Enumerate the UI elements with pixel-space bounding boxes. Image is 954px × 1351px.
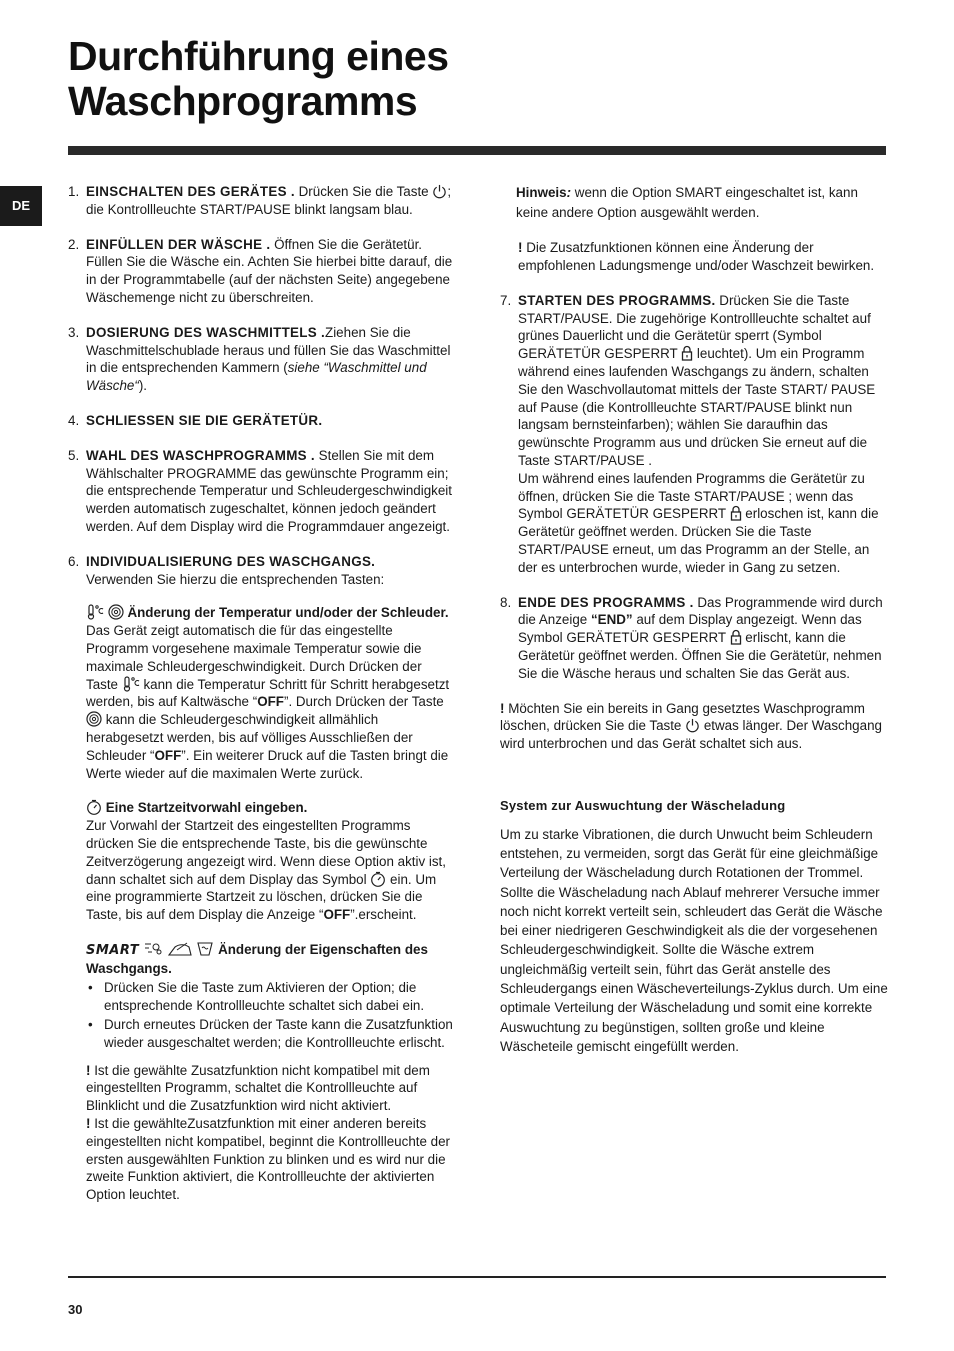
smart-logo: SMART	[86, 942, 140, 958]
temperature-icon	[122, 676, 140, 692]
step-text: erlischt, kann die Gerätetür geöffnet werden. Öffnen Sie die Gerätetür, nehmen Sie die Wäsche heraus und schalten Sie das Gerät aus.	[518, 630, 882, 681]
section-text: ”.erscheint.	[350, 907, 417, 923]
step-text: ; die Kontrollleuchte START/PAUSE blinkt langsam blau.	[86, 184, 452, 217]
step-5	[68, 447, 455, 536]
warning-text: etwas länger. Der Waschgang wird unterbrochen und das Gerät schaltet sich aus.	[500, 718, 882, 752]
warning-mark: !	[86, 1062, 91, 1078]
step-reference: siehe “Waschmittel und Wäsche“	[86, 360, 427, 394]
right-column	[500, 183, 888, 1056]
step-number: 3.	[68, 324, 80, 340]
warning-text: Ist die gewählteZusatzfunktion mit einer anderen bereits eingestellten nicht kompatibel, beginnt die Kontrollleuchte der ersten ausgewählten Funktion zu blinken und es wird nur die zweite Funktion aktiviert, die Kontrollleuchte der aktivierten Option leuchtet.	[86, 1116, 451, 1203]
door-lock-icon	[730, 629, 742, 645]
power-icon	[685, 718, 700, 733]
bullet-mark: •	[88, 1017, 93, 1033]
step-text: ).	[138, 378, 148, 394]
delay-timer-icon	[86, 799, 102, 815]
step-text: Ziehen Sie die Waschmittelschublade heraus und füllen Sie das Waschmittel in die entsprechenden Kammern (	[86, 324, 451, 376]
door-lock-icon	[681, 345, 693, 361]
step-text: Das Programmende wird durch die Anzeige	[518, 594, 883, 628]
options-section	[86, 941, 455, 978]
door-lock-icon	[730, 505, 742, 521]
section-heading: Eine Startzeitvorwahl eingeben.	[102, 800, 308, 816]
page-title	[68, 34, 449, 124]
stain-icon	[143, 941, 163, 957]
step-number: 2.	[68, 236, 80, 252]
step-number: 4.	[68, 412, 80, 428]
balance-system-heading: System zur Auswuchtung der Wäscheladung	[500, 797, 786, 813]
warning-text: Möchten Sie ein bereits in Gang gesetztes Waschprogramm löschen, drücken Sie die Taste	[500, 700, 865, 734]
easy-iron-icon	[167, 941, 193, 957]
spin-icon	[86, 711, 102, 727]
language-tab: DE	[0, 186, 42, 226]
options-note	[518, 239, 888, 275]
step-keyword: DOSIERUNG DES WASCHMITTELS .	[86, 324, 326, 340]
hint-text: wenn die Option SMART eingeschaltet ist, kann keine andere Option ausgewählt werden.	[516, 185, 858, 220]
warning-text: Ist die gewählte Zusatzfunktion nicht kompatibel mit dem eingestellten Programm, schaltet die Kontrollleuchte auf Blinklicht und die Zusatzfunktion wird nicht aktiviert.	[86, 1062, 430, 1114]
delay-start-section	[86, 799, 455, 924]
section-text: ”. Ein weiterer Druck auf die Tasten bringt die Werte wieder auf die maximalen Werte zurück.	[86, 747, 449, 781]
extra-rinse-icon	[196, 941, 214, 957]
step-number: 8.	[500, 594, 512, 610]
section-heading: Änderung der Eigenschaften des Waschgangs.	[86, 941, 428, 976]
step-number: 5.	[68, 447, 80, 463]
title-line-1: Durchführung eines	[68, 33, 449, 79]
step-number: 6.	[68, 553, 80, 569]
off-value: OFF	[257, 694, 284, 710]
end-value: “END”	[590, 612, 633, 628]
step-3	[68, 324, 455, 395]
option-warnings	[86, 1062, 455, 1204]
step-keyword: WAHL DES WASCHPROGRAMMS .	[86, 447, 315, 463]
step-text: auf dem Display angezeigt. Wenn das Symbol GERÄTETÜR GESPERRT	[518, 612, 862, 646]
section-text: kann die Schleudergeschwindigkeit allmählich herabgesetzt werden, bis auf völliges Ausschließen der Schleuder “	[86, 712, 413, 763]
options-list	[86, 979, 455, 1051]
step-text: leuchtet). Um ein Programm während eines laufenden Waschgangs zu ändern, schalten Sie den Waschvollautomat mittels der Taste START/ PAUSE auf Pause (die Kontrollleuchte START/PAUSE blinkt nun langsam bernsteinfarben); wählen Sie daraufhin das gewünschte Programm aus und drücken Sie erneut auf die Taste START/PAUSE .	[518, 346, 876, 468]
hint-label: Hinweis	[516, 185, 567, 200]
step-keyword: INDIVIDUALISIERUNG DES WASCHGANGS.	[86, 553, 376, 569]
page-number: 30	[68, 1302, 83, 1317]
step-text: erloschen ist, kann die Gerätetür geöffnet werden. Drücken Sie die Taste START/PAUSE erneut, um das Programm an der Stelle, an der es unterbrochen wurde, wieder in Gang zu setzen.	[518, 506, 879, 575]
step-6	[68, 553, 455, 589]
step-text: Verwenden Sie hierzu die entsprechenden Tasten:	[86, 571, 385, 587]
power-icon	[432, 184, 447, 199]
section-text: ”. Durch Drücken der Taste	[283, 694, 444, 710]
cancel-note	[500, 700, 888, 753]
hint-note	[516, 183, 888, 222]
step-text: Stellen Sie mit dem Wählschalter PROGRAMME das gewünschte Programm ein; die entsprechende Temperatur und Schleudergeschwindigkeit werden automatisch zugeschaltet, können jedoch geändert werden. Auf dem Display wird die Programmdauer angezeigt.	[86, 447, 452, 534]
warning-text: Die Zusatzfunktionen können eine Änderung der empfohlenen Ladungsmenge und/oder Waschzeit bewirken.	[518, 240, 875, 273]
off-value: OFF	[323, 907, 351, 923]
step-keyword: EINFÜLLEN DER WÄSCHE .	[86, 236, 271, 252]
step-number: 7.	[500, 292, 512, 308]
section-text: Zur Vorwahl der Startzeit des eingestellten Programms drücken Sie die entsprechende Taste, bis die gewünschte Zeitverzögerung angezeigt wird. Wenn diese Option aktiv ist, dann schaltet sich auf dem Display das Symbol	[86, 818, 446, 887]
section-text: ein. Um eine programmierte Startzeit zu löschen, drücken Sie die Taste, bis auf dem Display die Anzeige “	[86, 871, 437, 923]
temperature-spin-section	[86, 604, 455, 782]
step-2	[68, 236, 455, 307]
step-keyword: EINSCHALTEN DES GERÄTES .	[86, 184, 295, 199]
step-keyword: STARTEN DES PROGRAMMS.	[518, 292, 716, 308]
section-heading: Änderung der Temperatur und/oder der Schleuder.	[123, 605, 449, 621]
step-1	[68, 183, 455, 219]
hint-colon: :	[566, 185, 572, 200]
left-column	[68, 183, 455, 1204]
title-line-2: Waschprogramms	[68, 78, 418, 124]
off-value: OFF	[154, 747, 182, 763]
step-8	[500, 594, 888, 683]
warning-mark: !	[518, 240, 523, 256]
step-number: 1.	[68, 184, 80, 199]
section-text: Das Gerät zeigt automatisch die für das eingestellte Programm vorgesehene maximale Temperatur sowie die maximale Schleudergeschwindigkeit. Durch Drücken der Taste	[86, 623, 422, 692]
step-keyword: SCHLIESSEN SIE DIE GERÄTETÜR.	[86, 412, 323, 428]
list-item-text: Drücken Sie die Taste zum Aktivieren der Option; die entsprechende Kontrollleuchte schaltet sich dabei ein.	[104, 980, 425, 1014]
section-text: kann die Temperatur Schritt für Schritt herabgesetzt werden, bis auf Kaltwäsche “	[86, 676, 450, 710]
bullet-mark: •	[88, 980, 93, 996]
warning-mark: !	[500, 700, 505, 716]
step-text: Um während eines laufenden Programms die Gerätetür zu öffnen, drücken Sie die Taste START/PAUSE ; wenn das Symbol GERÄTETÜR GESPERRT	[518, 470, 865, 522]
balance-system-text: Um zu starke Vibrationen, die durch Unwucht beim Schleudern entstehen, zu vermeiden, sorgt das Gerät für eine gleichmäßige Verteilung der Wäscheladung durch Rotationen der Trommel. Sollte die Wäscheladung nach Ablauf mehrerer Versuche immer noch nicht korrekt verteilt sein, schleudert das Gerät die Wäsche bei einer niedrigeren Geschwindigkeit als die der vorgesehenen Schleudergeschwindigkeit. Sollte die Wäsche extrem ungleichmäßig verteilt sein, führt das Gerät anstelle des Schleudergangs einen Wäscheverteilungs-Zyklus durch. Um eine optimale Verteilung der Wäscheladung und somit eine korrekte Auswuchtung zu begünstigen, sollten große und kleine Wäscheteile gemischt eingefüllt werden.	[500, 826, 888, 1054]
list-item	[86, 1016, 455, 1052]
footer-rule	[68, 1276, 886, 1278]
step-text: Drücken Sie die Taste START/PAUSE. Die zugehörige Kontrollleuchte schaltet auf grünes Dauerlicht und die Gerätetür sperrt (Symbol GERÄTETÜR GESPERRT	[518, 292, 871, 362]
delay-timer-icon	[370, 871, 386, 887]
warning-mark: !	[86, 1116, 91, 1132]
list-item	[86, 979, 455, 1015]
step-4	[68, 412, 455, 430]
list-item-text: Durch erneutes Drücken der Taste kann die Zusatzfunktion wieder ausgeschaltet werden; die Kontrollleuchte erlischt.	[104, 1017, 453, 1050]
step-text: Drücken Sie die Taste	[294, 184, 433, 199]
temperature-icon	[86, 604, 104, 620]
step-text: Öffnen Sie die Gerätetür. Füllen Sie die Wäsche ein. Achten Sie hierbei bitte darauf, die in der Programmtabelle (auf der nächsten Seite) angegebene Wäschemenge nicht zu überschreiten.	[86, 236, 453, 305]
spin-icon	[108, 604, 124, 620]
step-7	[500, 292, 888, 577]
step-keyword: ENDE DES PROGRAMMS .	[518, 594, 694, 610]
title-rule	[68, 146, 886, 155]
